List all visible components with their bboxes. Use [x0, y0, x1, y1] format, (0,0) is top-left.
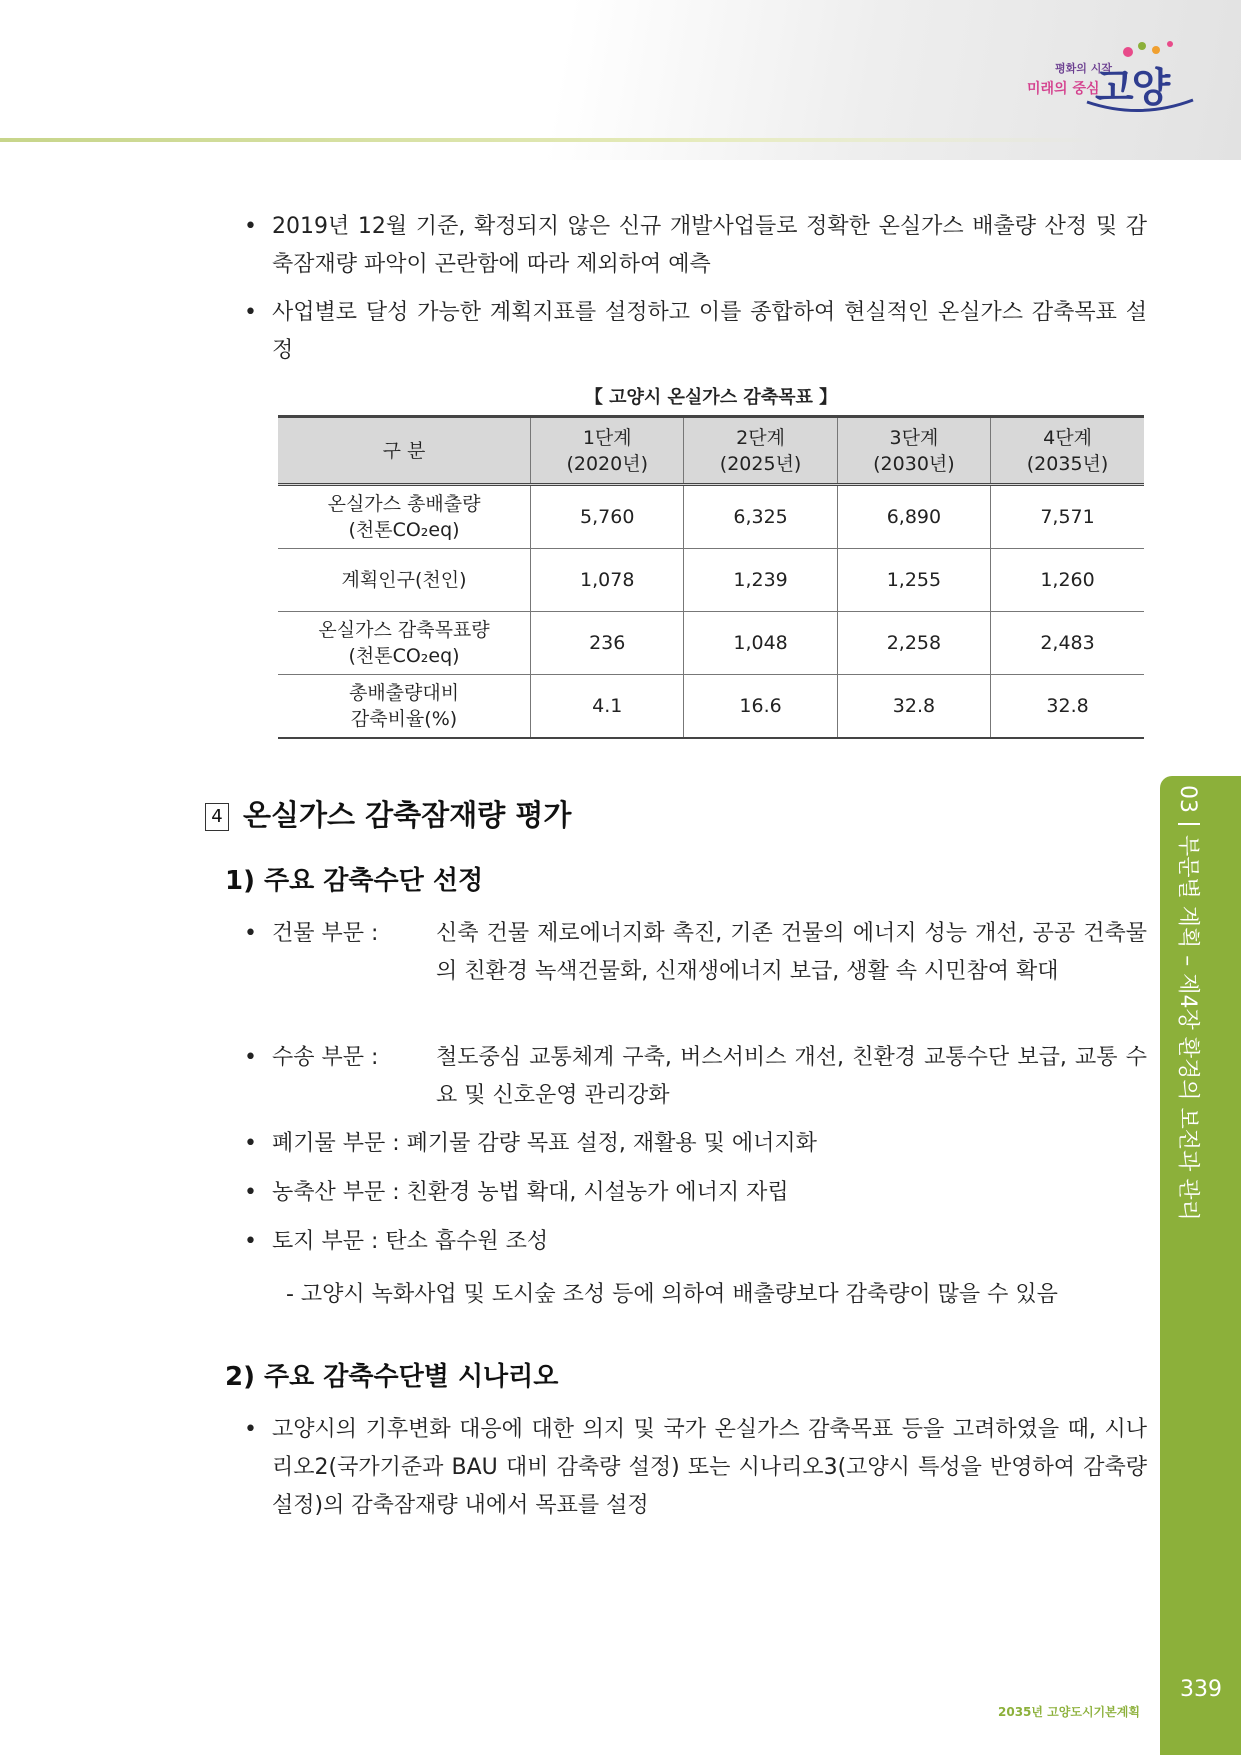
- row-label: [278, 612, 531, 675]
- table-cell: 5,760: [531, 485, 684, 549]
- table-cell: 1,239: [684, 549, 837, 612]
- table-cell: 6,890: [837, 485, 990, 549]
- column-stage: 1단계: [582, 426, 632, 449]
- measure-item-waste: [244, 1125, 1147, 1163]
- page-number: 339: [1180, 1677, 1222, 1702]
- bullet-icon: •: [244, 214, 257, 239]
- measure-text: 친환경 농법 확대, 시설농가 에너지 자립: [406, 1180, 789, 1205]
- column-stage: 3단계: [889, 426, 939, 449]
- chapter-side-label: [1166, 785, 1206, 1221]
- measure-item-land: [244, 1223, 1147, 1261]
- row-label-line-1: 총배출량대비: [348, 682, 460, 704]
- table-row: [278, 549, 1144, 612]
- row-label-line-2: (천톤CO₂eq): [348, 519, 460, 541]
- bullet-icon: •: [244, 1180, 257, 1205]
- table-cell: 16.6: [684, 675, 837, 739]
- table-row: [278, 485, 1144, 549]
- goyang-logo: [1025, 38, 1175, 118]
- measure-item-agriculture: [244, 1174, 1147, 1212]
- scenario-bullet: [244, 1411, 1147, 1525]
- table-cell: 1,255: [837, 549, 990, 612]
- intro-bullet-1-text: 2019년 12월 기준, 확정되지 않은 신규 개발사업들로 정확한 온실가스 배출량 산정 및 감축잠재량 파악이 곤란함에 따라 제외하여 예측: [272, 214, 1147, 277]
- table-cell: 32.8: [837, 675, 990, 739]
- measure-label: 건물 부문 :: [272, 921, 379, 946]
- column-year: (2030년): [873, 452, 955, 475]
- table-cell: 1,048: [684, 612, 837, 675]
- logo-slogan-2: 미래의 중심: [1027, 81, 1100, 97]
- column-stage: 4단계: [1043, 426, 1092, 449]
- row-label: 계획인구(천인): [278, 549, 531, 612]
- measure-text: 신축 건물 제로에너지화 촉진, 기존 건물의 에너지 성능 개선, 공공 건축물의 친환경 녹색건물화, 신재생에너지 보급, 생활 속 시민참여 확대: [436, 921, 1147, 984]
- intro-bullet-2-text: 사업별로 달성 가능한 계획지표를 설정하고 이를 종합하여 현실적인 온실가스 감축목표 설정: [272, 300, 1147, 363]
- logo-slogan-1: 평화의 시작: [1055, 62, 1112, 75]
- bullet-icon: •: [244, 1131, 257, 1156]
- table-cell: 236: [531, 612, 684, 675]
- bullet-icon: •: [244, 1229, 257, 1254]
- subsection-2-title: 2) 주요 감축수단별 시나리오: [225, 1362, 559, 1392]
- table-cell: 1,260: [991, 549, 1144, 612]
- table-column-header: [531, 417, 684, 485]
- measure-item-transport: [244, 1039, 1147, 1115]
- row-label-line-1: 온실가스 총배출량: [327, 493, 481, 515]
- measure-text: 폐기물 감량 목표 설정, 재활용 및 에너지화: [406, 1131, 817, 1156]
- bullet-icon: •: [244, 1045, 257, 1070]
- column-stage: 2단계: [736, 426, 785, 449]
- table-cell: 1,078: [531, 549, 684, 612]
- measure-text: 철도중심 교통체계 구축, 버스서비스 개선, 친환경 교통수단 보급, 교통 수요 및 신호운영 관리강화: [436, 1045, 1147, 1108]
- chapter-title: 부문별 계획 – 제4장 환경의 보전과 관리: [1175, 835, 1200, 1221]
- table-caption: 【 고양시 온실가스 감축목표 】: [584, 387, 838, 408]
- bullet-icon: •: [244, 1417, 257, 1442]
- row-label-line-1: 온실가스 감축목표량: [318, 619, 490, 641]
- measure-note: - 고양시 녹화사업 및 도시숲 조성 등에 의하여 배출량보다 감축량이 많을 수 있음: [286, 1282, 1058, 1307]
- row-label-line-2: (천톤CO₂eq): [348, 645, 460, 667]
- measure-label: 폐기물 부문 :: [272, 1131, 400, 1156]
- measure-label: 토지 부문 :: [272, 1229, 379, 1254]
- table-cell: 32.8: [991, 675, 1144, 739]
- table-cell: 2,258: [837, 612, 990, 675]
- measure-label: 수송 부문 :: [272, 1045, 379, 1070]
- scenario-bullet-text: 고양시의 기후변화 대응에 대한 의지 및 국가 온실가스 감축목표 등을 고려하였을 때, 시나리오2(국가기준과 BAU 대비 감축량 설정) 또는 시나리오3(고양시 특성을 반영하여 감축량 설정)의 감축잠재량 내에서 목표를 설정: [272, 1417, 1147, 1518]
- section-number-box: 4: [205, 803, 229, 831]
- measure-item-building: [244, 915, 1147, 991]
- header-divider-line: [0, 138, 1100, 142]
- row-label-line-2: 감축비율(%): [350, 708, 458, 730]
- table-header-row: [278, 417, 1144, 485]
- table-cell: 4.1: [531, 675, 684, 739]
- bullet-icon: •: [244, 921, 257, 946]
- table-cell: 6,325: [684, 485, 837, 549]
- footer-document-title: 2035년 고양도시기본계획: [998, 1705, 1140, 1719]
- intro-bullet-2: [244, 294, 1147, 370]
- table-column-header: [684, 417, 837, 485]
- row-label: [278, 485, 531, 549]
- table-column-header: [837, 417, 990, 485]
- section-title: [205, 793, 571, 834]
- column-year: (2025년): [719, 452, 802, 475]
- reduction-target-table: [278, 415, 1144, 739]
- bullet-icon: •: [244, 300, 257, 325]
- column-year: (2020년): [566, 452, 648, 475]
- subsection-1-title: 1) 주요 감축수단 선정: [225, 866, 484, 896]
- table-corner-header: 구 분: [278, 417, 531, 485]
- intro-bullet-1: [244, 208, 1147, 284]
- logo-swoosh-icon: [1085, 98, 1195, 116]
- measure-text: 탄소 흡수원 조성: [385, 1229, 549, 1254]
- chapter-separator: [1178, 823, 1200, 825]
- measure-label: 농축산 부문 :: [272, 1180, 400, 1205]
- section-title-text: 온실가스 감축잠재량 평가: [243, 798, 572, 832]
- column-year: (2035년): [1026, 452, 1109, 475]
- logo-name: 고양: [1095, 65, 1169, 111]
- table-column-header: [991, 417, 1144, 485]
- table-row: [278, 612, 1144, 675]
- table-cell: 7,571: [991, 485, 1144, 549]
- chapter-number: 03: [1175, 785, 1200, 813]
- row-label: [278, 675, 531, 739]
- table-cell: 2,483: [991, 612, 1144, 675]
- table-row: [278, 675, 1144, 739]
